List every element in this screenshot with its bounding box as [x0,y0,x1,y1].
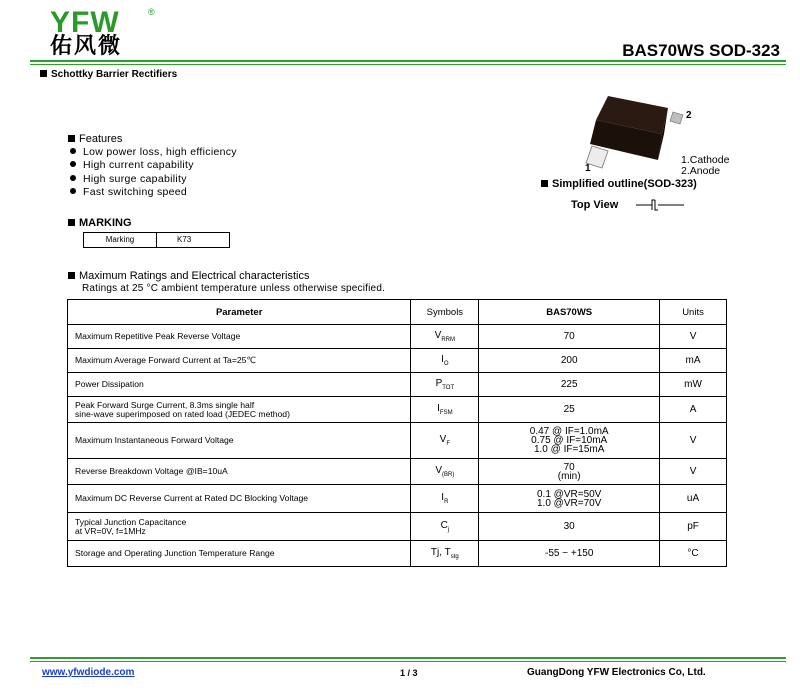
ratings-heading: Maximum Ratings and Electrical characteristics [68,270,309,282]
table-row [68,513,727,541]
bullet-icon [70,175,76,181]
table-row [68,325,727,349]
parameter-cell: Reverse Breakdown Voltage @IB=10uA [68,459,411,485]
symbol-cell: $V_F$ [411,423,479,459]
unit-cell: A [660,397,727,423]
registered-mark: ® [148,7,155,17]
symbol-cell: Tj, $T_{stg}$ [411,541,479,567]
parameter-cell: Maximum Average Forward Current at Ta=25℃ [68,349,411,373]
marking-label: Marking [84,233,157,247]
column-header: BAS70WS [479,300,660,325]
parameter-cell: Maximum Instantaneous Forward Voltage [68,423,411,459]
value-cell: -55 ~ +150 [479,541,660,567]
value-cell: 70 [479,325,660,349]
column-header: Units [660,300,727,325]
marking-table [83,232,230,248]
unit-cell: uA [660,485,727,513]
value-cell: 200 [479,349,660,373]
value-cell: 225 [479,373,660,397]
value-cell: 0.47 @ IF=1.0mA 0.75 @ IF=10mA 1.0 @ IF=15mA [479,423,660,459]
square-bullet-icon [68,135,75,142]
table-row [68,485,727,513]
table-row [68,423,727,459]
square-bullet-icon [40,70,47,77]
page-number: 1 / 3 [400,668,418,678]
unit-cell: V [660,325,727,349]
square-bullet-icon [68,219,75,226]
pin2-label: 2 [686,110,692,121]
parameter-cell: Maximum DC Reverse Current at Rated DC Blocking Voltage [68,485,411,513]
diode-symbol-icon [636,198,686,212]
footer-divider [30,657,786,659]
symbol-cell: $I_R$ [411,485,479,513]
header-divider-thin [30,64,786,65]
pin1-label: 1 [585,163,591,174]
bullet-icon [70,161,76,167]
symbol-cell: $V_{RRM}$ [411,325,479,349]
footer-divider-thin [30,661,786,662]
table-row [68,373,727,397]
table-row [68,397,727,423]
outline-heading: Simplified outline(SOD-323) [541,178,697,190]
sod323-package-drawing [580,88,690,176]
unit-cell: °C [660,541,727,567]
square-bullet-icon [68,272,75,279]
symbol-cell: $I_O$ [411,349,479,373]
unit-cell: mW [660,373,727,397]
parameter-cell: Maximum Repetitive Peak Reverse Voltage [68,325,411,349]
square-bullet-icon [541,180,548,187]
marking-heading: MARKING [68,217,132,229]
symbol-cell: $P_{TOT}$ [411,373,479,397]
part-title: BAS70WS SOD-323 [622,41,780,60]
column-header: Symbols [411,300,479,325]
table-row [68,541,727,567]
ratings-note: Ratings at 25 °C ambient temperature unless otherwise specified. [82,283,386,294]
parameter-cell: Peak Forward Surge Current, 8.3ms single half sine-wave superimposed on rated load (JEDEC method) [68,397,411,423]
company-name: GuangDong YFW Electronics Co, Ltd. [527,667,706,678]
parameter-cell: Typical Junction Capacitance at VR=0V, f=1MHz [68,513,411,541]
value-cell: 30 [479,513,660,541]
list-item: High current capability [70,159,237,172]
table-header-row [68,300,727,325]
value-cell: 25 [479,397,660,423]
list-item: High surge capability [70,173,237,186]
unit-cell: pF [660,513,727,541]
symbol-cell: $V_{(BR)}$ [411,459,479,485]
header-divider [30,60,786,62]
bullet-icon [70,188,76,194]
symbol-cell: $I_{FSM}$ [411,397,479,423]
unit-cell: mA [660,349,727,373]
parameter-cell: Power Dissipation [68,373,411,397]
features-heading: Features [68,133,122,145]
bullet-icon [70,148,76,154]
list-item: Fast switching speed [70,186,237,199]
table-row [68,459,727,485]
website-link[interactable]: www.yfwdiode.com [42,667,135,678]
value-cell: 0.1 @VR=50V 1.0 @VR=70V [479,485,660,513]
unit-cell: V [660,423,727,459]
features-list [70,146,237,199]
document-subtitle [40,69,177,80]
ratings-table [67,299,727,567]
table-row [68,349,727,373]
company-logo: YFW [50,6,120,39]
subtitle-text: Schottky Barrier Rectifiers [51,69,178,80]
unit-cell: V [660,459,727,485]
value-cell: 70 (min) [479,459,660,485]
column-header: Parameter [68,300,411,325]
top-view-label: Top View [571,199,619,211]
list-item: Low power loss, high efficiency [70,146,237,159]
company-logo-chinese: 佑风微 [50,34,123,59]
marking-value: K73 [177,235,192,244]
pin-description: 1.Cathode 2.Anode [681,154,730,177]
parameter-cell: Storage and Operating Junction Temperature Range [68,541,411,567]
symbol-cell: $C_j$ [411,513,479,541]
